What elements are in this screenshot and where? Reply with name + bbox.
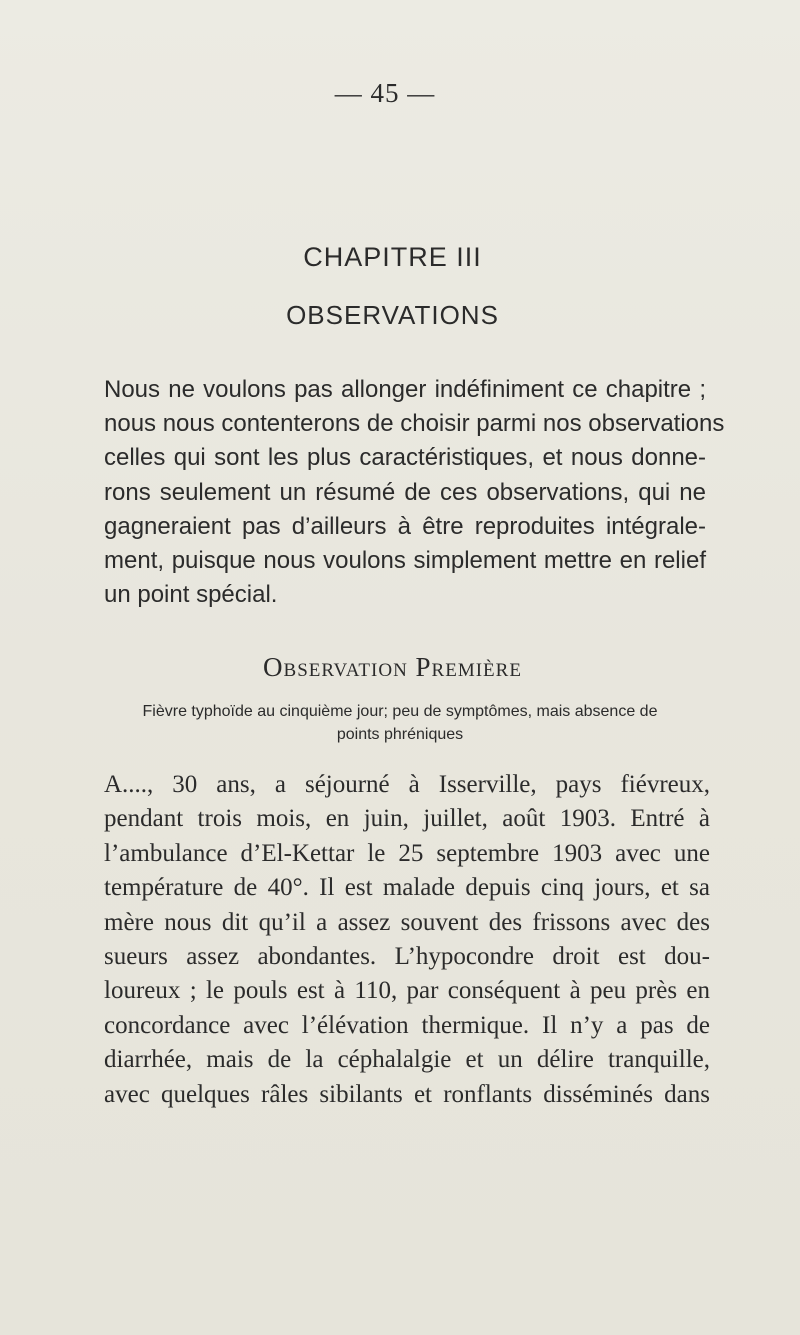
observation-line: loureux ; le pouls est à 110, par conséquent à peu près en	[104, 977, 710, 1005]
intro-line: celles qui sont les plus caractéristiques, et nous donne-	[104, 444, 706, 472]
observation-line: concordance avec l’élévation thermique. Il n’y a pas de	[104, 1011, 710, 1039]
intro-paragraph	[104, 373, 725, 612]
observation-line: diarrhée, mais de la céphalalgie et un délire tranquille,	[104, 1046, 710, 1074]
intro-line: un point spécial.	[104, 581, 278, 609]
chapter-title: CHAPITRE III	[303, 242, 482, 272]
page-number: — 45 —	[334, 78, 436, 108]
intro-line: Nous ne voulons pas allonger indéfiniment ce chapitre ;	[104, 376, 706, 403]
intro-line: nous nous contenterons de choisir parmi nos observations	[104, 410, 725, 438]
observation-title: Observation Première	[263, 652, 522, 682]
observation-line: avec quelques râles sibilants et ronflants disséminés dans	[104, 1080, 710, 1108]
observation-line: température de 40°. Il est malade depuis cinq jours, et sa	[104, 874, 710, 902]
observation-line: A...., 30 ans, a séjourné à Isserville, pays fiévreux,	[104, 771, 710, 798]
observation-subtitle: Fièvre typhoïde au cinquième jour; peu de symptômes, mais absence de points phréniques	[142, 703, 658, 743]
intro-line: rons seulement un résumé de ces observations, qui ne	[104, 478, 706, 506]
observation-paragraph	[104, 768, 710, 1112]
observation-line: mère nous dit qu’il a assez souvent des frissons avec des	[104, 908, 710, 936]
intro-line: ment, puisque nous voulons simplement mettre en relief	[104, 547, 706, 575]
observation-line: sueurs assez abondantes. L’hypocondre droit est dou-	[104, 943, 710, 971]
observation-line: pendant trois mois, en juin, juillet, août 1903. Entré à	[104, 805, 710, 833]
observation-line: l’ambulance d’El-Kettar le 25 septembre 1903 avec une	[104, 839, 710, 867]
section-title: OBSERVATIONS	[286, 300, 499, 330]
intro-line: gagneraient pas d’ailleurs à être reproduites intégrale-	[104, 512, 706, 540]
